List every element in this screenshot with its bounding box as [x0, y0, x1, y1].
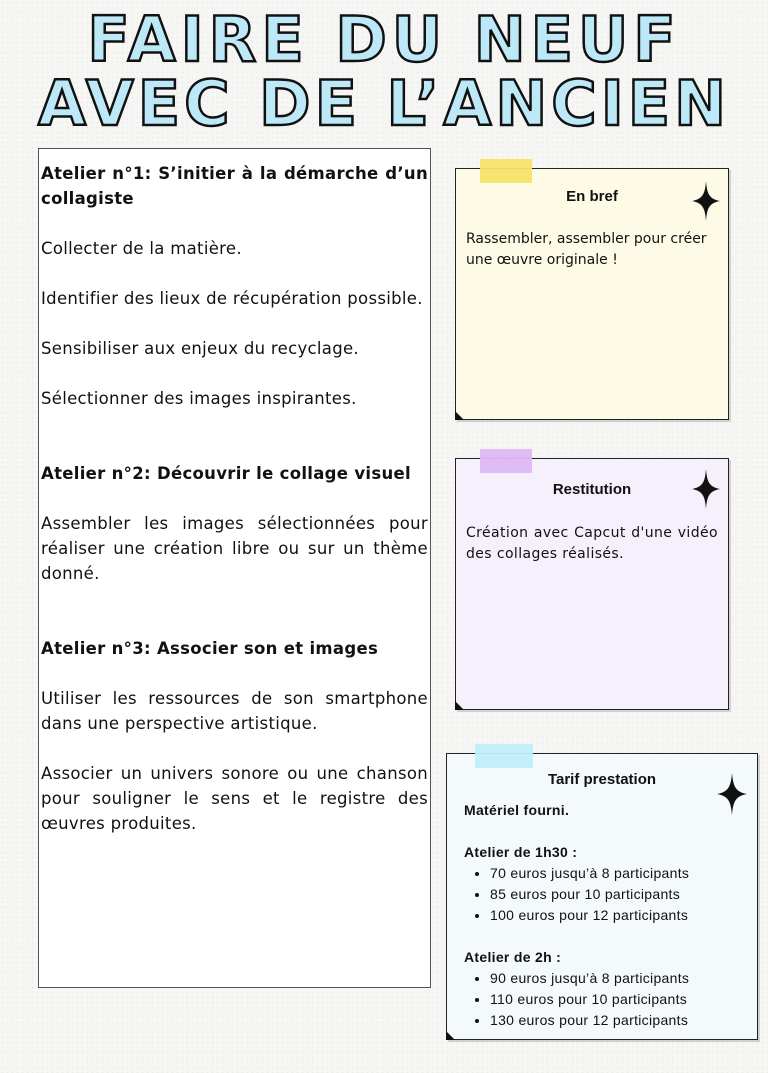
price-item: • 100 euros pour 12 participants [490, 905, 747, 926]
atelier1-title: Atelier n°1: S’initier à la démarche d’un collagiste [41, 164, 428, 208]
page-fold [455, 701, 464, 710]
materiel-label: Matériel fourni. [464, 802, 570, 818]
price-item: • 85 euros pour 10 participants [490, 884, 747, 905]
note-title: Restitution [552, 481, 632, 498]
note-en-bref [455, 168, 729, 420]
tape [480, 449, 532, 473]
price-item: • 90 euros jusqu’à 8 participants [490, 968, 747, 989]
page-fold [446, 1031, 455, 1040]
workshops-box [38, 148, 431, 988]
page-title [0, 3, 768, 140]
title-line-1: FAIRE DU NEUF [87, 3, 681, 76]
atelier3-item: Associer un univers sonore ou une chanson pour souligner le sens et le registre des œuvres produites. [41, 764, 428, 833]
sparkle-star-icon [692, 181, 720, 221]
page-fold [455, 411, 464, 420]
atelier3-item: Utiliser les ressources de son smartphone dans une perspective artistique. [41, 689, 428, 733]
atelier1-item: Sélectionner des images inspirantes. [41, 389, 357, 408]
atelier1-item: Sensibiliser aux enjeux du recyclage. [41, 339, 359, 358]
atelier1-item: Collecter de la matière. [41, 239, 242, 258]
price-list [464, 800, 747, 1031]
price-item: • 130 euros pour 12 participants [490, 1010, 747, 1031]
tape [480, 159, 532, 183]
note-text: Rassembler, assembler pour créer une œuvre originale ! [466, 231, 707, 268]
atelier-a-prices [464, 863, 747, 926]
sparkle-star-icon [692, 469, 720, 509]
atelier-a-label: Atelier de 1h30 : [464, 844, 578, 860]
note-restitution [455, 458, 729, 710]
title-line-2: AVEC DE L’ANCIEN [37, 67, 731, 140]
atelier-b-prices [464, 968, 747, 1031]
atelier2-item: Assembler les images sélectionnées pour réaliser une création libre ou sur un thème donné. [41, 514, 428, 583]
atelier3-title: Atelier n°3: Associer son et images [41, 639, 379, 658]
atelier1-item: Identifier des lieux de récupération possible. [41, 289, 423, 308]
note-text: Création avec Capcut d'une vidéo des collages réalisés. [466, 525, 718, 562]
note-title: En bref [566, 188, 618, 205]
tape [475, 744, 533, 768]
atelier-b-label: Atelier de 2h : [464, 949, 562, 965]
price-item: • 70 euros jusqu’à 8 participants [490, 863, 747, 884]
price-item: • 110 euros pour 10 participants [490, 989, 747, 1010]
atelier2-title: Atelier n°2: Découvrir le collage visuel [41, 464, 411, 483]
note-tarif [446, 753, 758, 1040]
note-title: Tarif prestation [547, 771, 657, 788]
